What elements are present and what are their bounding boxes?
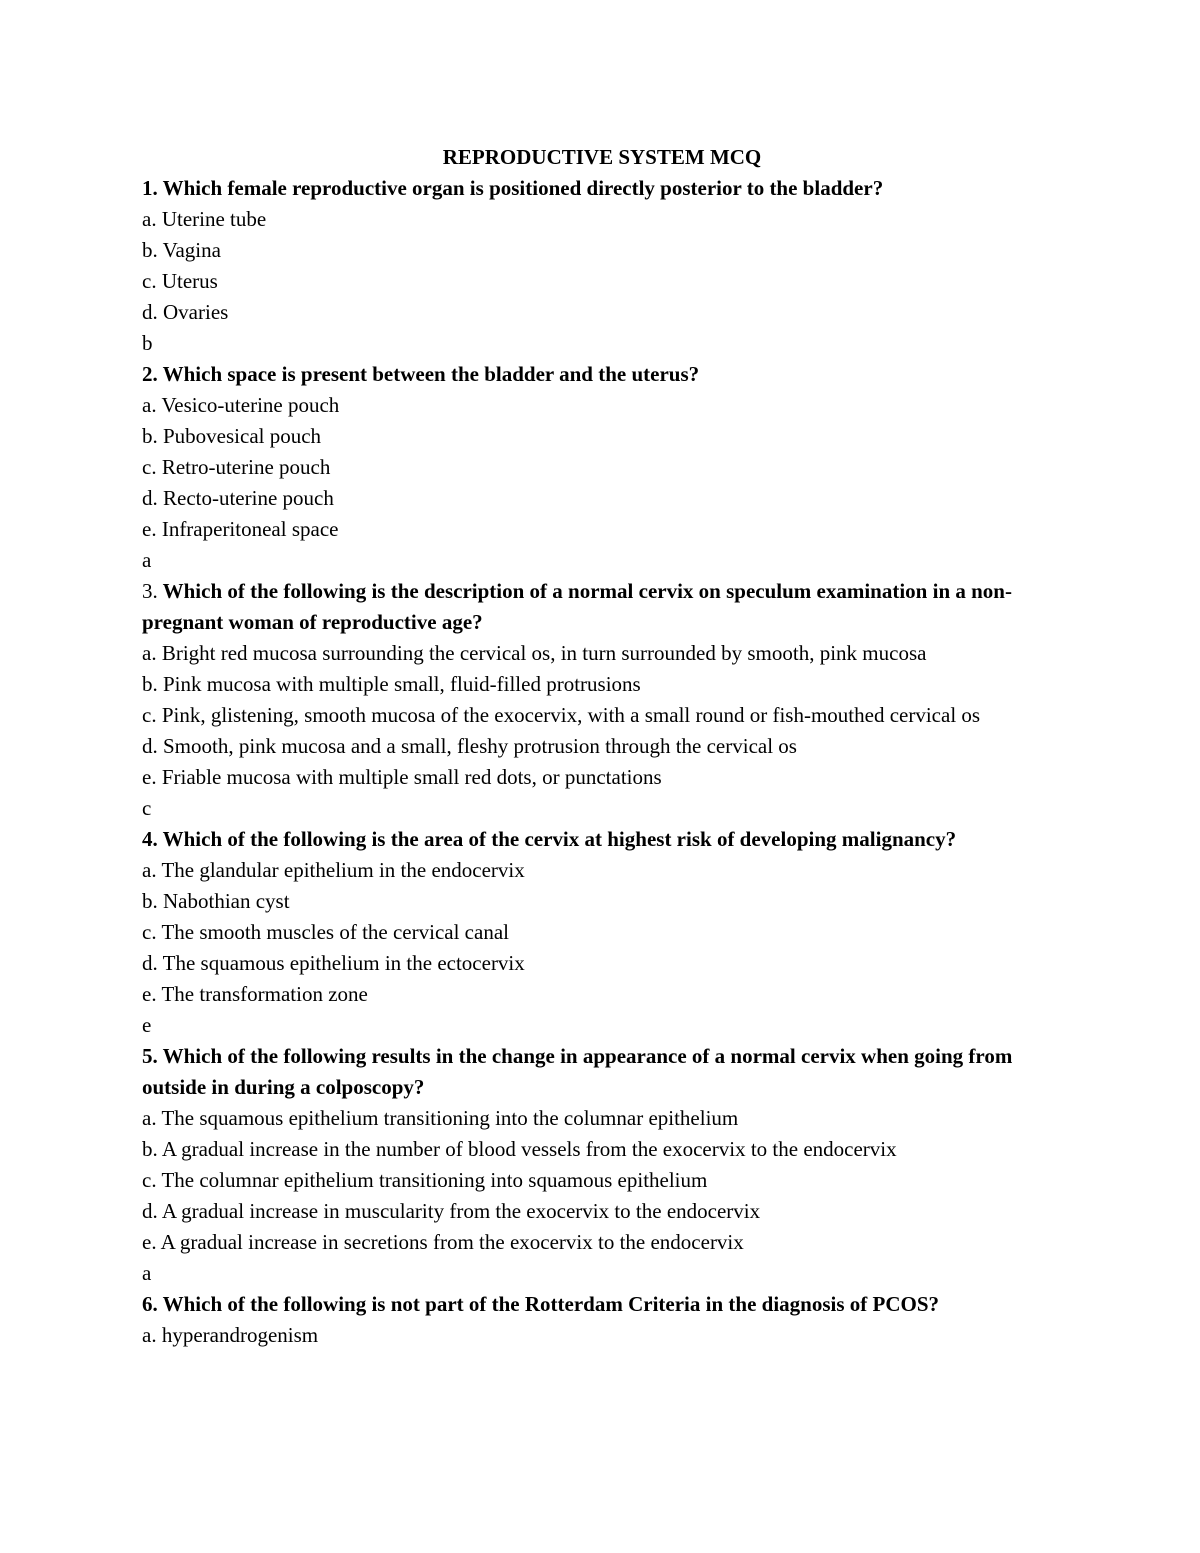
question-text (142, 1289, 1062, 1320)
answer-key: b (142, 331, 153, 355)
question-stem: Which of the following is not part of the Rotterdam Criteria in the diagnosis of PCOS? (162, 1292, 940, 1316)
answer-option: c. Pink, glistening, smooth mucosa of the exocervix, with a small round or fish-mouthed cervical os (142, 703, 981, 727)
answer-option: a. The glandular epithelium in the endocervix (142, 858, 525, 882)
answer-option: c. Retro-uterine pouch (142, 455, 331, 479)
answer-option: a. Vesico-uterine pouch (142, 393, 340, 417)
question-text (142, 824, 1062, 855)
document-content (142, 142, 1062, 1351)
answer-option: d. Recto-uterine pouch (142, 486, 334, 510)
answer-option: b. Pink mucosa with multiple small, fluid-filled protrusions (142, 672, 641, 696)
question-4 (142, 824, 1062, 1041)
answer-option: b. Nabothian cyst (142, 889, 290, 913)
question-stem: Which of the following is the area of the cervix at highest risk of developing malignancy? (162, 827, 957, 851)
answer-option: a. The squamous epithelium transitioning into the columnar epithelium (142, 1106, 739, 1130)
question-number: 6. (142, 1292, 158, 1316)
question-stem: Which space is present between the bladder and the uterus? (162, 362, 700, 386)
answer-option: c. Uterus (142, 269, 218, 293)
answer-key: a (142, 1261, 152, 1285)
answer-option: b. Vagina (142, 238, 221, 262)
answer-option: e. The transformation zone (142, 982, 368, 1006)
answer-option: d. Ovaries (142, 300, 229, 324)
question-stem: Which of the following is the description of a normal cervix on speculum examination in a non-pregnant woman of reproductive age? (142, 579, 1012, 634)
answer-key: c (142, 796, 152, 820)
answer-option: b. A gradual increase in the number of blood vessels from the exocervix to the endocervix (142, 1137, 897, 1161)
question-number: 5. (142, 1044, 158, 1068)
answer-option: e. A gradual increase in secretions from the exocervix to the endocervix (142, 1230, 744, 1254)
document-title: REPRODUCTIVE SYSTEM MCQ (442, 145, 762, 169)
answer-option: e. Infraperitoneal space (142, 517, 339, 541)
answer-option: a. hyperandrogenism (142, 1323, 319, 1347)
question-text (142, 576, 1062, 638)
question-stem: Which of the following results in the change in appearance of a normal cervix when going from outside in during a colposcopy? (142, 1044, 1013, 1099)
question-number: 2. (142, 362, 158, 386)
answer-option: c. The columnar epithelium transitioning into squamous epithelium (142, 1168, 708, 1192)
answer-option: d. Smooth, pink mucosa and a small, fleshy protrusion through the cervical os (142, 734, 797, 758)
answer-option: a. Uterine tube (142, 207, 267, 231)
question-stem: Which female reproductive organ is positioned directly posterior to the bladder? (162, 176, 884, 200)
question-1 (142, 173, 1062, 359)
question-number: 4. (142, 827, 158, 851)
answer-option: c. The smooth muscles of the cervical canal (142, 920, 509, 944)
question-2 (142, 359, 1062, 576)
answer-option: d. The squamous epithelium in the ectocervix (142, 951, 525, 975)
question-6 (142, 1289, 1062, 1351)
answer-option: b. Pubovesical pouch (142, 424, 322, 448)
question-text (142, 173, 1062, 204)
answer-option: a. Bright red mucosa surrounding the cervical os, in turn surrounded by smooth, pink mucosa (142, 641, 927, 665)
question-5 (142, 1041, 1062, 1289)
answer-option: d. A gradual increase in muscularity from the exocervix to the endocervix (142, 1199, 761, 1223)
question-number: 1. (142, 176, 158, 200)
answer-key: e (142, 1013, 152, 1037)
question-text (142, 1041, 1062, 1103)
question-3 (142, 576, 1062, 824)
question-text (142, 359, 1062, 390)
answer-option: e. Friable mucosa with multiple small red dots, or punctations (142, 765, 662, 789)
answer-key: a (142, 548, 152, 572)
question-number: 3. (142, 579, 158, 603)
